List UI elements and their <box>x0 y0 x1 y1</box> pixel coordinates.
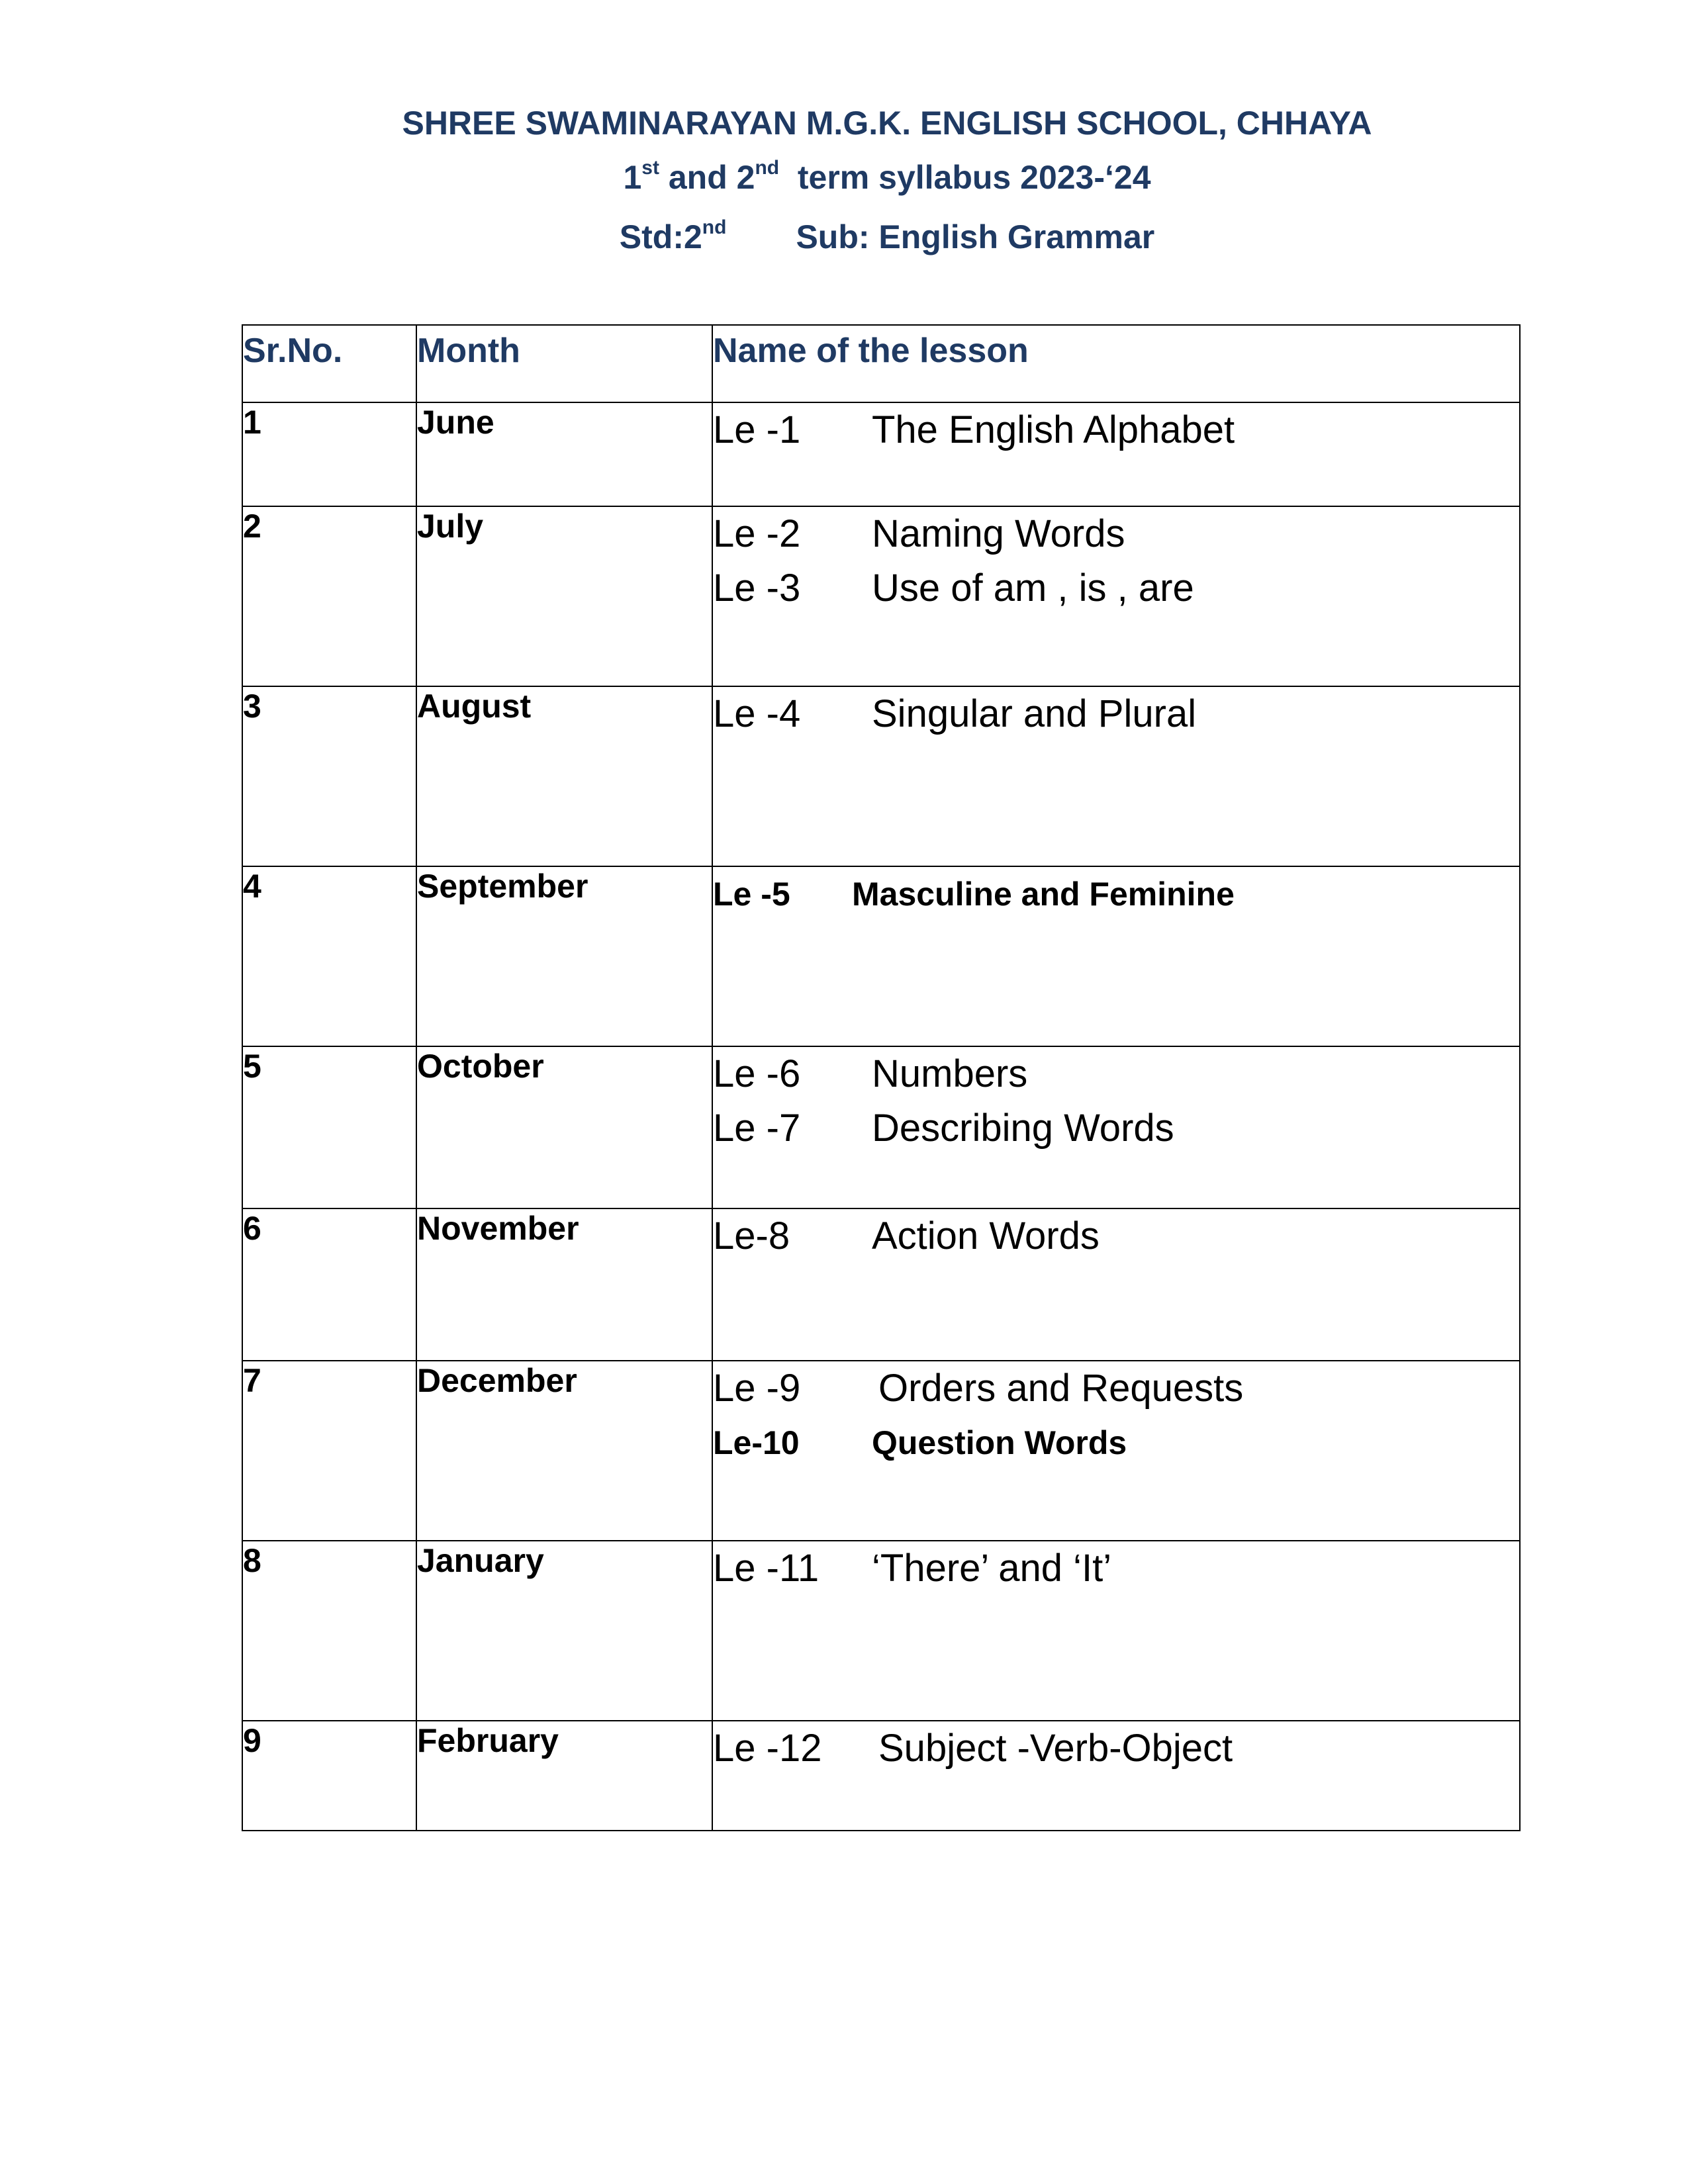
subject-label: Sub: English Grammar <box>796 218 1155 255</box>
row-month: September <box>416 866 712 1046</box>
row-month: July <box>416 506 712 686</box>
table-row <box>242 1208 1520 1361</box>
row-month: November <box>416 1208 712 1361</box>
standard-label: Std:2 <box>619 218 702 255</box>
table-row <box>242 866 1520 1046</box>
lesson-item: Le -4 Singular and Plural <box>713 692 1197 735</box>
table-header-row <box>242 325 1520 402</box>
lesson-item: Le -7 Describing Words <box>713 1107 1174 1150</box>
table-row <box>242 1721 1520 1831</box>
row-sr-no: 8 <box>242 1541 416 1721</box>
lesson-item: Le -2 Naming Words <box>713 512 1125 555</box>
row-lessons <box>712 1721 1520 1831</box>
table-row <box>242 1046 1520 1208</box>
row-sr-no: 4 <box>242 866 416 1046</box>
row-sr-no: 3 <box>242 686 416 866</box>
row-month: June <box>416 402 712 506</box>
header-lesson-name: Name of the lesson <box>712 325 1520 402</box>
table-row <box>242 1541 1520 1721</box>
row-month: January <box>416 1541 712 1721</box>
row-sr-no: 2 <box>242 506 416 686</box>
row-lessons <box>712 1208 1520 1361</box>
table-row <box>242 1361 1520 1541</box>
header-sr-no: Sr.No. <box>242 325 416 402</box>
term-title: 1st and 2nd term syllabus 2023-‘24 <box>623 157 1151 196</box>
row-month: August <box>416 686 712 866</box>
table-row <box>242 686 1520 866</box>
row-sr-no: 5 <box>242 1046 416 1208</box>
row-lessons <box>712 506 1520 686</box>
row-lessons <box>712 1046 1520 1208</box>
row-lessons <box>712 866 1520 1046</box>
lesson-item: Le -12 Subject -Verb-Object <box>713 1727 1233 1770</box>
header-month: Month <box>416 325 712 402</box>
lesson-item: Le-10 Question Words <box>713 1424 1127 1461</box>
row-sr-no: 7 <box>242 1361 416 1541</box>
row-lessons <box>712 1541 1520 1721</box>
row-lessons <box>712 402 1520 506</box>
row-month: October <box>416 1046 712 1208</box>
lesson-item: Le -11 ‘There’ and ‘It’ <box>713 1547 1112 1590</box>
lesson-item: Le -3 Use of am , is , are <box>713 567 1194 610</box>
row-sr-no: 9 <box>242 1721 416 1831</box>
row-sr-no: 1 <box>242 402 416 506</box>
row-month: February <box>416 1721 712 1831</box>
document-header <box>0 96 1688 269</box>
row-sr-no: 6 <box>242 1208 416 1361</box>
row-lessons <box>712 686 1520 866</box>
lesson-item: Le -6 Numbers <box>713 1052 1028 1095</box>
lesson-item: Le -5 Masculine and Feminine <box>713 876 1235 913</box>
table-row <box>242 402 1520 506</box>
row-month: December <box>416 1361 712 1541</box>
standard-subject: Std:2nd Sub: English Grammar <box>619 216 1155 255</box>
syllabus-table <box>242 324 1521 1831</box>
lesson-item: Le-8 Action Words <box>713 1214 1100 1257</box>
row-lessons <box>712 1361 1520 1541</box>
lesson-item: Le -9 Orders and Requests <box>713 1367 1244 1410</box>
table-row <box>242 506 1520 686</box>
lesson-item: Le -1 The English Alphabet <box>713 408 1235 451</box>
school-name: SHREE SWAMINARAYAN M.G.K. ENGLISH SCHOOL, CHHAYA <box>402 105 1372 142</box>
